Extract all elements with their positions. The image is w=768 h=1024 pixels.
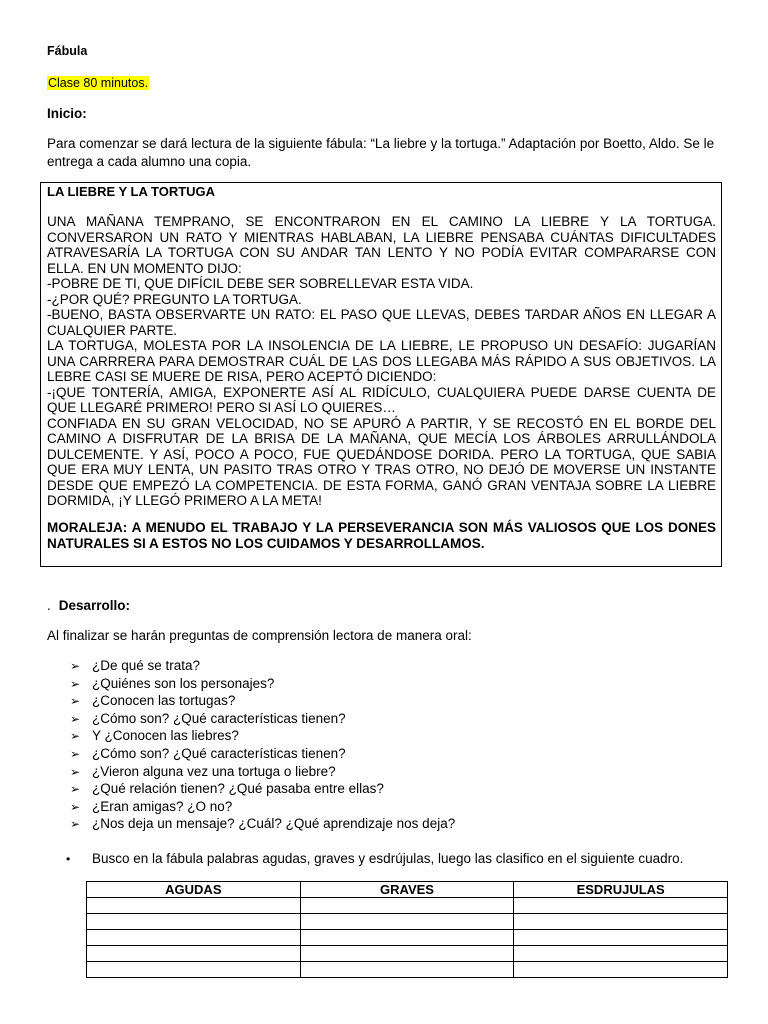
column-header-graves: GRAVES [300, 882, 514, 898]
list-item [70, 710, 455, 728]
table-row [87, 962, 728, 978]
question-text: ¿Eran amigas? ¿O no? [92, 798, 233, 814]
fable-moral: MORALEJA: A MENUDO EL TRABAJO Y LA PERSEVERANCIA SON MÁS VALIOSOS QUE LOS DONES NATURALES SI A ESTOS NO LOS CUIDAMOS Y DESARROLLAMOS. [47, 520, 716, 551]
arrow-bullet-icon: ➢ [70, 782, 81, 797]
question-text: ¿De qué se trata? [92, 658, 201, 673]
question-text: ¿Cómo son? ¿Qué características tienen? [92, 745, 346, 761]
fable-paragraph: -¿POR QUÉ? PREGUNTO LA TORTUGA. [47, 291, 302, 307]
list-item [70, 745, 455, 763]
table-row [87, 946, 728, 962]
list-item [70, 763, 455, 781]
question-list [70, 657, 455, 833]
desarrollo-heading [47, 598, 130, 613]
table-cell [300, 914, 514, 930]
table-cell [300, 962, 514, 978]
arrow-bullet-icon: ➢ [70, 659, 81, 673]
document-heading: Fábula [47, 44, 88, 58]
arrow-bullet-icon: ➢ [70, 746, 81, 761]
table-cell [87, 898, 301, 914]
table-cell [87, 930, 301, 946]
question-text: ¿Cómo son? ¿Qué características tienen? [92, 710, 346, 726]
arrow-bullet-icon: ➢ [70, 817, 81, 832]
task-text: Busco en la fábula palabras agudas, graves y esdrújulas, luego las clasifico en el siguiente cuadro. [92, 851, 684, 866]
questions-intro: Al finalizar se harán preguntas de comprensión lectora de manera oral: [47, 628, 472, 643]
word-classification-table [86, 881, 728, 978]
list-item [70, 692, 455, 710]
arrow-bullet-icon: ➢ [70, 764, 81, 779]
table-cell [300, 930, 514, 946]
list-item [70, 727, 455, 745]
desarrollo-heading-label: Desarrollo: [58, 598, 131, 613]
bullet-icon: • [66, 852, 71, 866]
table-row [87, 930, 728, 946]
fable-title: LA LIEBRE Y LA TORTUGA [47, 184, 216, 199]
arrow-bullet-icon: ➢ [70, 711, 81, 726]
table-cell [514, 962, 728, 978]
arrow-bullet-icon: ➢ [70, 729, 81, 744]
heading-dot: . [47, 598, 51, 613]
fable-paragraph: LA TORTUGA, MOLESTA POR LA INSOLENCIA DE LA LIEBRE, LE PROPUSO UN DESAFÍO: JUGARÍAN UNA CARRRERA PARA DEMOSTRAR CUÁL DE LAS DOS LLEGABA MÁS RÁPIDO A SUS OBJETIVOS. LA LEBRE CASI SE MUERE DE RISA, PERO ACEPTÓ DICIENDO: [47, 338, 716, 384]
list-item [70, 798, 455, 816]
column-header-esdrujulas: ESDRUJULAS [514, 882, 728, 898]
column-header-agudas: AGUDAS [87, 882, 301, 898]
fable-box [40, 182, 722, 567]
table-cell [514, 930, 728, 946]
list-item [70, 675, 455, 693]
fable-paragraph: -BUENO, BASTA OBSERVARTE UN RATO: EL PASO QUE LLEVAS, DEBES TARDAR AÑOS EN LLEGAR A CUALQUIER PARTE. [47, 307, 716, 338]
table-cell [514, 946, 728, 962]
table-cell [87, 946, 301, 962]
task-instruction [66, 851, 683, 866]
question-text: ¿Quiénes son los personajes? [92, 675, 275, 691]
arrow-bullet-icon: ➢ [70, 694, 81, 709]
table-header-row [87, 882, 728, 898]
table-cell [300, 946, 514, 962]
table-row [87, 914, 728, 930]
table-cell [87, 914, 301, 930]
fable-paragraph: -POBRE DE TI, QUE DIFÍCIL DEBE SER SOBRELLEVAR ESTA VIDA. [47, 276, 474, 291]
arrow-bullet-icon: ➢ [70, 676, 81, 691]
table-cell [514, 914, 728, 930]
table-cell [514, 898, 728, 914]
table-cell [87, 962, 301, 978]
question-text: ¿Conocen las tortugas? [92, 693, 236, 709]
list-item [70, 780, 455, 798]
question-text: ¿Vieron alguna vez una tortuga o liebre? [92, 763, 336, 779]
table-cell [300, 898, 514, 914]
list-item [70, 815, 455, 833]
fable-paragraph: -¡QUE TONTERÍA, AMIGA, EXPONERTE ASÍ AL RIDÍCULO, CUALQUIERA PUEDE DARSE CUENTA DE QUE LLEGARÉ PRIMERO! PERO SI ASÍ LO QUIERES… [47, 384, 716, 415]
arrow-bullet-icon: ➢ [70, 799, 81, 814]
fable-paragraph: CONFIADA EN SU GRAN VELOCIDAD, NO SE APURÓ A PARTIR, Y SE RECOSTÓ EN EL BORDE DEL CAMINO A DISFRUTAR DE LA BRISA DE LA MAÑANA, QUE MECÍA LOS ÁRBOLES ARRULLÁNDOLA DULCEMENTE. Y ASÍ, POCO A POCO, FUE QUEDÁNDOSE DORIDA. PERO LA TORTUGA, QUE SABIA QUE ERA MUY LENTA, UN PASITO TRAS OTRO Y TRAS OTRO, NO DEJÓ DE MOVERSE UN INSTANTE DESDE QUE EMPEZÓ LA COMPETENCIA. DE ESTA FORMA, GANÓ GRAN VENTAJA SOBRE LA LIEBRE DORMIDA, ¡Y LLEGÓ PRIMERO A LA META! [47, 415, 716, 508]
question-text: ¿Nos deja un mensaje? ¿Cuál? ¿Qué aprendizaje nos deja? [92, 816, 456, 832]
intro-paragraph: Para comenzar se dará lectura de la siguiente fábula: “La liebre y la tortuga.” Adaptación por Boetto, Aldo. Se le entrega a cada alumno una copia. [47, 136, 715, 169]
fable-body [47, 214, 716, 509]
question-text: Y ¿Conocen las liebres? [92, 728, 239, 744]
table-row [87, 898, 728, 914]
question-text: ¿Qué relación tienen? ¿Qué pasaba entre ellas? [92, 781, 384, 797]
list-item [70, 657, 455, 675]
inicio-heading: Inicio: [47, 106, 87, 121]
class-duration-highlight: Clase 80 minutos. [48, 76, 149, 90]
fable-paragraph: UNA MAÑANA TEMPRANO, SE ENCONTRARON EN EL CAMINO LA LIEBRE Y LA TORTUGA. CONVERSARON UN RATO Y MIENTRAS HABLABAN, LA LIEBRE PENSABA CUÁNTAS DIFICULTADES ATRAVESARÍA LA TORTUGA CON SU ANDAR TAN LENTO Y NO PODÍA EVITAR COMPARARSE CON ELLA. EN UN MOMENTO DIJO: [47, 214, 716, 276]
